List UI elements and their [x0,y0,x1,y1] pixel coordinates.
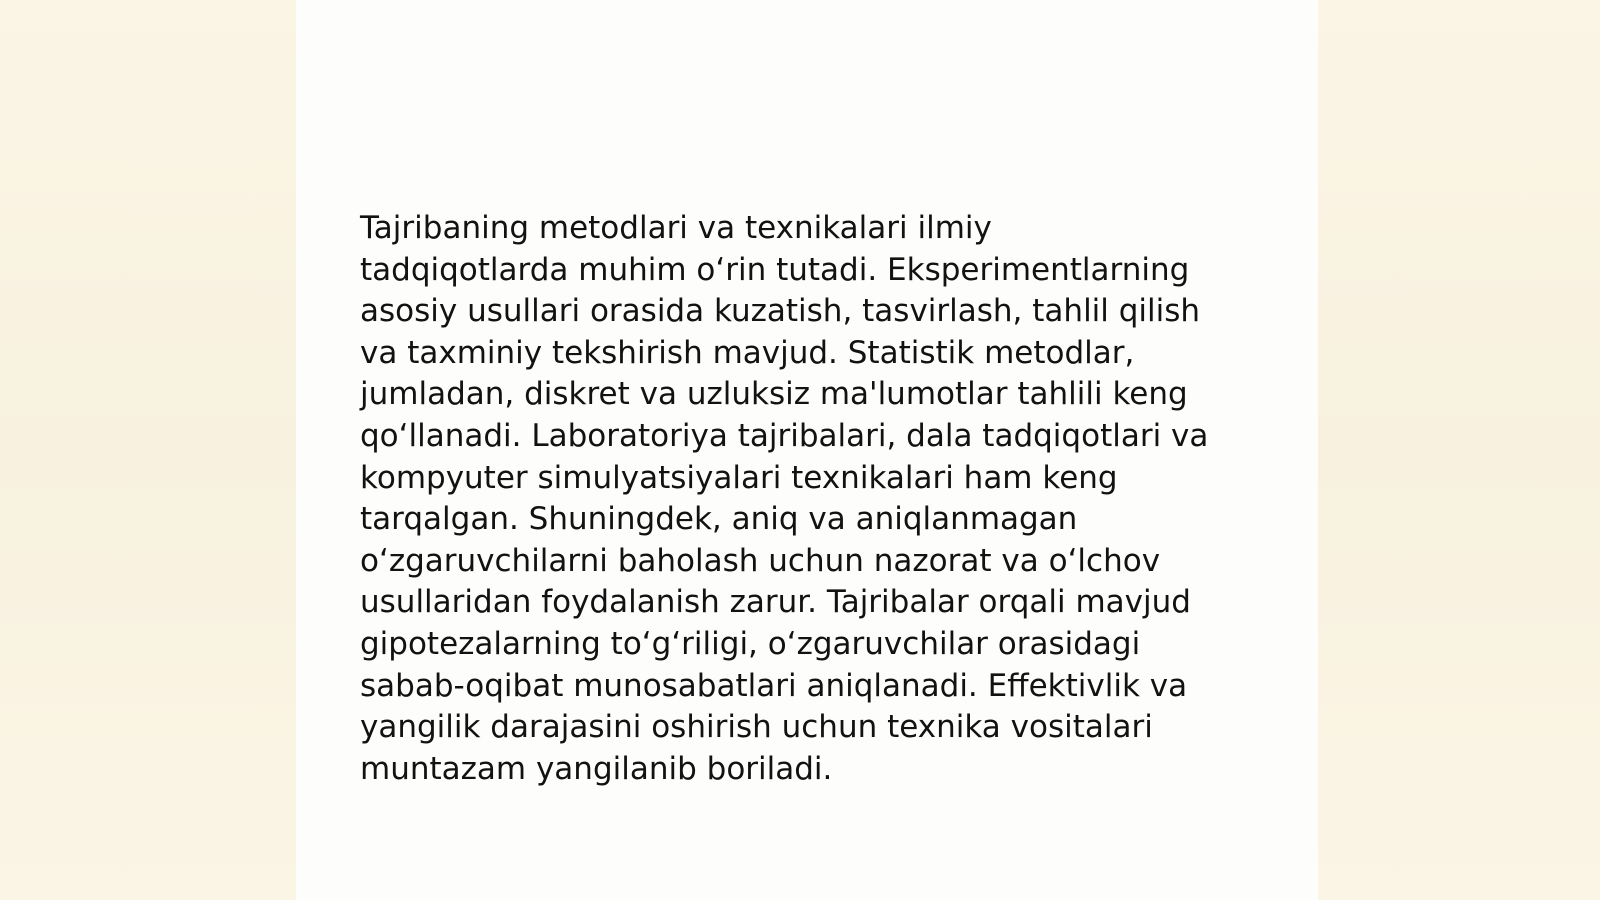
document-page [296,0,1318,900]
right-background-panel [1318,0,1600,900]
body-paragraph: Tajribaning metodlari va texnikalari ilmiy tadqiqotlarda muhim o‘rin tutadi. Eksperimentlarning asosiy usullari orasida kuzatish, tasvirlash, tahlil qilish va taxminiy tekshirish mavjud. Statistik metodlar, jumladan, diskret va uzluksiz ma'lumotlar tahlili keng qo‘llanadi. Laboratoriya tajribalari, dala tadqiqotlari va kompyuter simulyatsiyalari texnikalari ham keng tarqalgan. Shuningdek, aniq va aniqlanmagan o‘zgaruvchilarni baholash uchun nazorat va o‘lchov usullaridan foydalanish zarur. Tajribalar orqali mavjud gipotezalarning to‘g‘riligi, o‘zgaruvchilar orasidagi sabab-oqibat munosabatlari aniqlanadi. Effektivlik va yangilik darajasini oshirish uchun texnika vositalari muntazam yangilanib boriladi. [360,210,1209,787]
left-background-panel [0,0,296,900]
